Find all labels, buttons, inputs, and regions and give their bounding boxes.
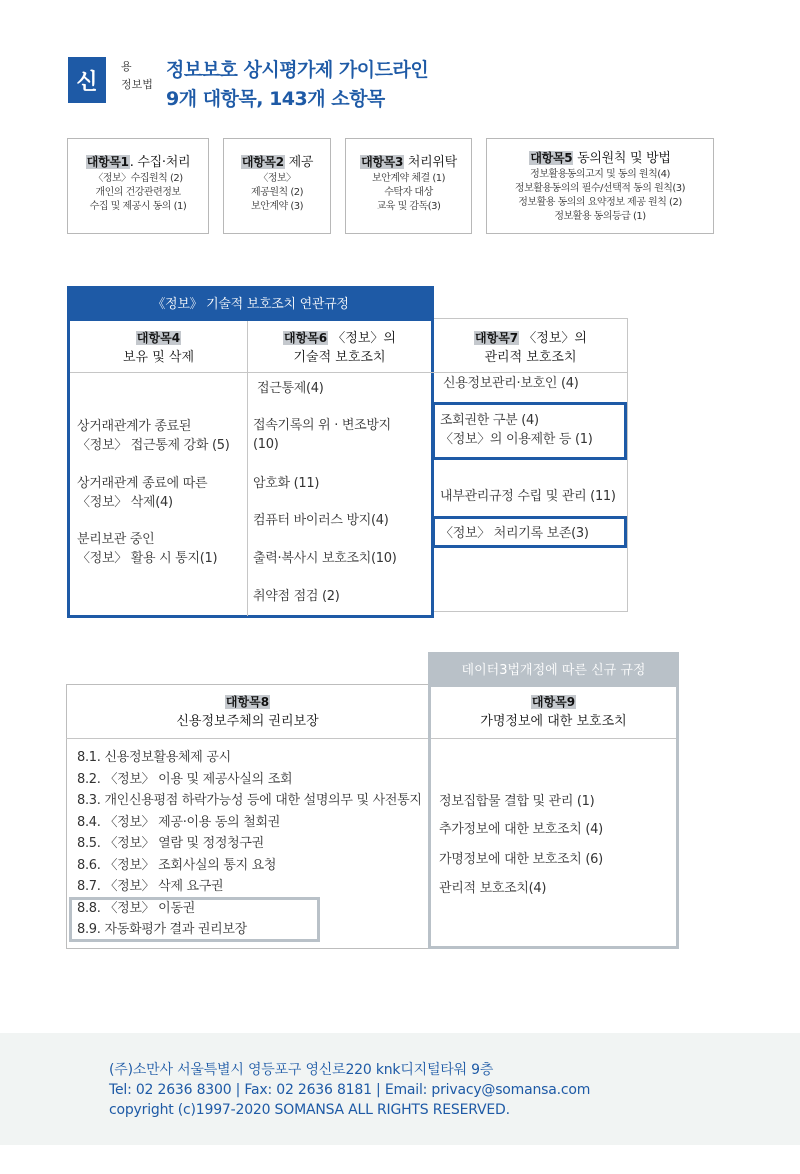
- rights-item: 8.3. 개인신용평점 하락가능성 등에 대한 설명의무 및 사전통지: [77, 793, 422, 808]
- col4-item: 분리보관 중인: [77, 532, 155, 547]
- footer-contact: Tel: 02 2636 8300 | Fax: 02 2636 8181 | Email: privacy@somansa.com: [109, 1082, 591, 1098]
- col6-item: 취약점 점검 (2): [253, 589, 340, 604]
- pseudonym-item: 가명정보에 대한 보호조치 (6): [439, 852, 603, 867]
- col7-bottom-border: [434, 611, 628, 612]
- rights-item: 8.9. 자동화평가 결과 권리보장: [77, 922, 247, 937]
- col4-item: 〈정보〉 활용 시 통지(1): [77, 551, 218, 566]
- pseudonym-item: 관리적 보호조치(4): [439, 881, 547, 896]
- col7-top-border: [434, 318, 628, 319]
- col6-header: 대항목6 〈정보〉의 기술적 보호조치: [284, 331, 396, 365]
- col7-item: 조회권한 구분 (4): [440, 413, 539, 428]
- col7-item: 〈정보〉의 이용제한 등 (1): [440, 432, 593, 447]
- pseudonym-item: 정보집합물 결합 및 관리 (1): [439, 794, 595, 809]
- pseudonym-header: 대항목9 가명정보에 대한 보호조치: [480, 695, 627, 729]
- col4-header: 대항목4 보유 및 삭제: [122, 331, 195, 365]
- logo-subtitle: 용 정보법: [121, 60, 153, 91]
- logo-mark: 신: [68, 57, 106, 103]
- col4-item: 상거래관계가 종료된: [77, 419, 192, 434]
- col6-item: 출력·복사시 보호조치(10): [253, 551, 397, 566]
- footer-copyright: copyright (c)1997-2020 SOMANSA ALL RIGHTS RESERVED.: [109, 1102, 510, 1118]
- col4-item: 〈정보〉 접근통제 강화 (5): [77, 438, 230, 453]
- rights-highlight-box: [69, 897, 320, 942]
- pseudonym-item: 추가정보에 대한 보호조치 (4): [439, 822, 603, 837]
- new-rule-banner: 데이터3법개정에 따른 신규 규정: [428, 652, 679, 685]
- category-box-1: 대항목1. 수집·처리 〈정보〉수집원칙 (2) 개인의 건강관련정보 수집 및 제공시 동의 (1): [67, 138, 209, 234]
- footer: [0, 1033, 800, 1145]
- rights-item: 8.5. 〈정보〉 열람 및 정정청구권: [77, 836, 264, 851]
- col6-item: 접속기록의 위 · 변조방지: [253, 418, 391, 433]
- footer-address: (주)소만사 서울특별시 영등포구 영신로220 knk디지털타워 9층: [109, 1062, 494, 1078]
- category-box-5: 대항목5 동의원칙 및 방법 정보활용동의고지 및 동의 원칙(4) 정보활용동의의 필수/선택적 동의 원칙(3) 정보활용 동의의 요약정보 제공 원칙 (2) 정보활용 동의등급 (1): [486, 138, 714, 234]
- col4-item: 〈정보〉 삭제(4): [77, 495, 173, 510]
- page-title: 정보보호 상시평가제 가이드라인 9개 대항목, 143개 소항목: [166, 59, 429, 110]
- col7-item: 〈정보〉 처리기록 보존(3): [440, 526, 589, 541]
- col7-right-border: [627, 318, 628, 612]
- col7-item: 신용정보관리·보호인 (4): [443, 376, 579, 391]
- category-box-3: 대항목3 처리위탁 보안계약 체결 (1) 수탁자 대상 교육 및 감독(3): [345, 138, 472, 234]
- col4-item: 상거래관계 종료에 따른: [77, 476, 208, 491]
- col7-header: 대항목7 〈정보〉의 관리적 보호조치: [475, 331, 587, 365]
- rights-item: 8.2. 〈정보〉 이용 및 제공사실의 조회: [77, 771, 293, 787]
- col6-item: 접근통제(4): [257, 381, 324, 396]
- rights-item: 8.8. 〈정보〉 이동권: [77, 900, 195, 916]
- technical-banner: 《정보》 기술적 보호조치 연관규정: [67, 286, 434, 319]
- category-box-2: 대항목2 제공 〈정보〉 제공원칙 (2) 보안계약 (3): [223, 138, 331, 234]
- rights-item: 8.6. 〈정보〉 조회사실의 통지 요청: [77, 857, 277, 873]
- col7-item: 내부관리규정 수립 및 관리 (11): [440, 489, 616, 504]
- header-divider: [70, 372, 628, 373]
- col6-item: (10): [253, 437, 279, 452]
- rights-item: 8.4. 〈정보〉 제공·이용 동의 철회권: [77, 814, 281, 830]
- rights-item: 8.7. 〈정보〉 삭제 요구권: [77, 879, 224, 894]
- col6-item: 암호화 (11): [253, 476, 320, 491]
- rights-header: 대항목8 신용정보주체의 권리보장: [176, 695, 319, 729]
- rights-item: 8.1. 신용정보활용체제 공시: [77, 750, 231, 765]
- col6-item: 컴퓨터 바이러스 방지(4): [253, 513, 389, 528]
